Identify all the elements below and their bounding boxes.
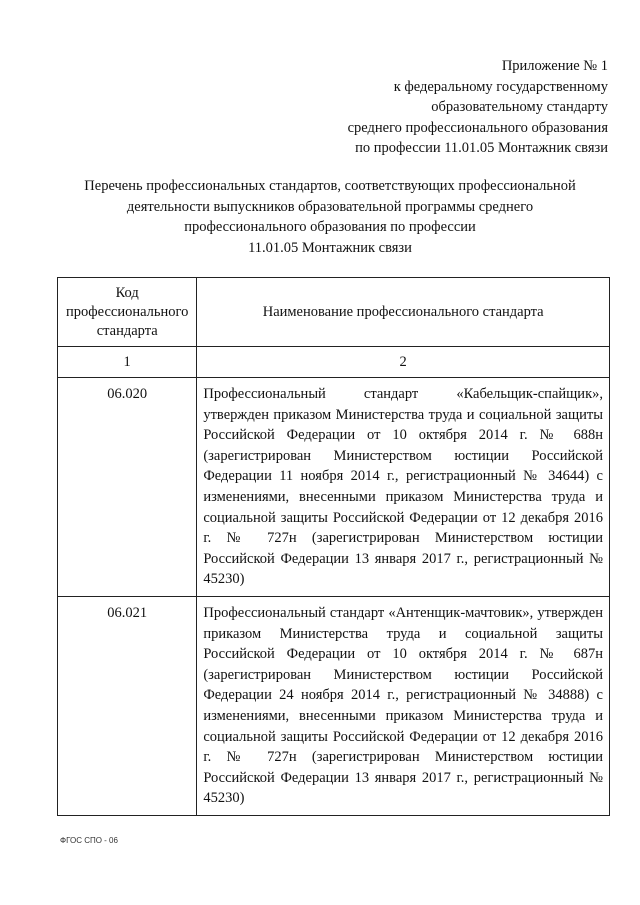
footer-label: ФГОС СПО - 06: [60, 836, 118, 845]
title-line: Перечень профессиональных стандартов, соответствующих профессиональной: [84, 178, 576, 194]
appendix-line: Приложение № 1: [501, 58, 608, 74]
standard-code: 06.021: [58, 596, 197, 815]
title-line: деятельности выпускников образовательной программы среднего: [126, 198, 534, 215]
appendix-line: по профессии 11.01.05 Монтажник связи: [355, 140, 608, 156]
title-line: 11.01.05 Монтажник связи: [248, 239, 412, 256]
appendix-line: среднего профессионального образования: [347, 119, 608, 136]
table-row: [58, 596, 610, 815]
table-row: [58, 378, 610, 597]
appendix-header: [348, 56, 608, 159]
header-code: [58, 278, 197, 347]
table-header-row: [58, 278, 610, 347]
standard-description: Профессиональный стандарт «Кабельщик-спайщик», утвержден приказом Министерства труда и социальной защиты Российской Федерации от 10 октября 2014 г. № 688н (зарегистрирован Министерством юстиции Российской Федерации 11 ноября 2014 г., регистрационный № 34644) с изменениями, внесенными приказом Министерства труда и социальной защиты Российской Федерации от 12 декабря 2016 г. № 727н (зарегистрирован Министерством юстиции Российской Федерации 13 января 2017 г., регистрационный № 45230): [197, 378, 610, 597]
appendix-line: к федеральному государственному: [393, 78, 608, 95]
document-title: [60, 176, 600, 258]
standard-description: Профессиональный стандарт «Антенщик-мачтовик», утвержден приказом Министерства труда и социальной защиты Российской Федерации от 10 октября 2014 г. № 687н (зарегистрирован Министерством юстиции Российской Федерации 24 ноября 2014 г., регистрационный № 34888) с изменениями, внесенными приказом Министерства труда и социальной защиты Российской Федерации от 12 декабря 2016 г. № 727н (зарегистрирован Министерством юстиции Российской Федерации 13 января 2017 г., регистрационный № 45230): [197, 596, 610, 815]
column-number-row: [58, 347, 610, 378]
title-line: профессионального образования по профессии: [184, 219, 476, 235]
appendix-line: образовательному стандарту: [431, 99, 608, 115]
header-code-label: Код профессионального стандарта: [66, 284, 189, 339]
standards-table: [57, 277, 610, 816]
column-number: 1: [58, 347, 197, 378]
header-name: Наименование профессионального стандарта: [197, 278, 610, 347]
column-number: 2: [197, 347, 610, 378]
standard-code: 06.020: [58, 378, 197, 597]
